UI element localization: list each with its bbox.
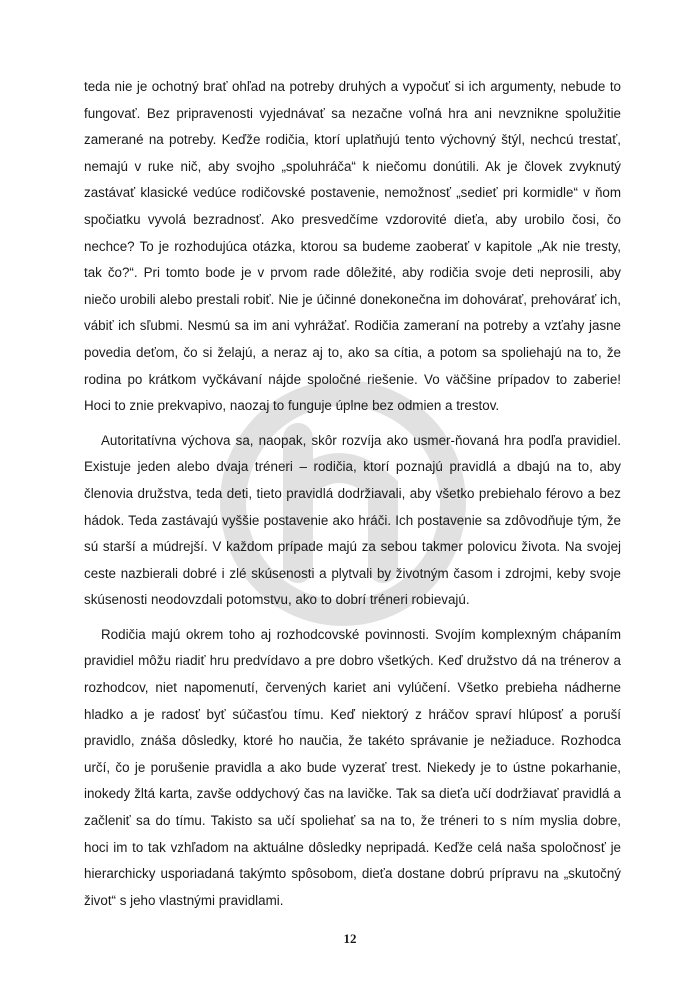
body-text	[84, 74, 621, 922]
paragraph-1: teda nie je ochotný brať ohľad na potreby druhých a vypočuť si ich argumenty, nebude to fungovať. Bez pripravenosti vyjednávať sa nezačne voľná hra ani nevznikne spolužitie zamerané na potreby. Keďže rodičia, ktorí uplatňujú tento výchovný štýl, nechcú trestať, nemajú v ruke nič, aby svojho „spoluhráča“ k niečomu donútili. Ak je človek zvyknutý zastávať klasické vedúce rodičovské postavenie, nemožnosť „sedieť pri kormidle“ v ňom spočiatku vyvolá bezradnosť. Ako presvedčíme vzdorovité dieťa, aby urobilo čosi, čo nechce? To je rozhodujúca otázka, ktorou sa budeme zaoberať v kapitole „Ak nie tresty, tak čo?“. Pri tomto bode je v prvom rade dôležité, aby rodičia svoje deti neprosili, aby niečo urobili alebo prestali robiť. Nie je účinné donekonečna im dohovárať, prehovárať ich, vábiť ich sľubmi. Nesmú sa im ani vyhrážať. Rodičia zameraní na potreby a vzťahy jasne povedia deťom, čo si želajú, a neraz aj to, ako sa cítia, a potom sa spoliehajú na to, že rodina po krátkom vyčkávaní nájde spoločné riešenie. Vo väčšine prípadov to zaberie! Hoci to znie prekvapivo, naozaj to funguje úplne bez odmien a trestov.	[84, 79, 621, 414]
page-number: 12	[343, 931, 357, 946]
paragraph-3: Rodičia majú okrem toho aj rozhodcovské povinnosti. Svojím komplexným chápaním pravidiel môžu riadiť hru predvídavo a pre dobro všetkých. Keď družstvo dá na trénerov a rozhodcov, niet napomenutí, červených kariet ani vylúčení. Všetko prebieha nádherne hladko a je radosť byť súčasťou tímu. Keď niektorý z hráčov spraví hlúposť a poruší pravidlo, znáša dôsledky, ktoré ho naučia, že takéto správanie je nežiaduce. Rozhodca určí, čo je porušenie pravidla a ako bude vyzerať trest. Niekedy je to ústne pokarhanie, inokedy žltá karta, zavše oddychový čas na lavičke. Tak sa dieťa učí dodržiavať pravidlá a začleniť sa do tímu. Takisto sa učí spoliehať sa na to, že tréneri to s ním myslia dobre, hoci im to tak vzhľadom na aktuálne dôsledky nepripadá. Keďže celá naša spoločnosť je hierarchicky usporiadaná takýmto spôsobom, dieťa dostane dobrú prípravu na „skutočný život“ s jeho vlastnými pravidlami.	[84, 626, 621, 908]
paragraph-2: Autoritatívna výchova sa, naopak, skôr rozvíja ako usmer-ňovaná hra podľa pravidiel. Existuje jeden alebo dvaja tréneri – rodičia, ktorí poznajú pravidlá a dbajú na to, aby členovia družstva, teda deti, tieto pravidlá dodržiavali, aby všetko prebiehalo férovo a bez hádok. Teda zastávajú vyššie postavenie ako hráči. Ich postavenie sa zdôvodňuje tým, že sú starší a múdrejší. V každom prípade majú za sebou takmer polovicu života. Na svojej ceste nazbierali dobré i zlé skúsenosti a plytvali by životným časom i zdrojmi, keby svoje skúsenosti neodovzdali potomstvu, ako to dobrí tréneri robievajú.	[84, 432, 621, 608]
